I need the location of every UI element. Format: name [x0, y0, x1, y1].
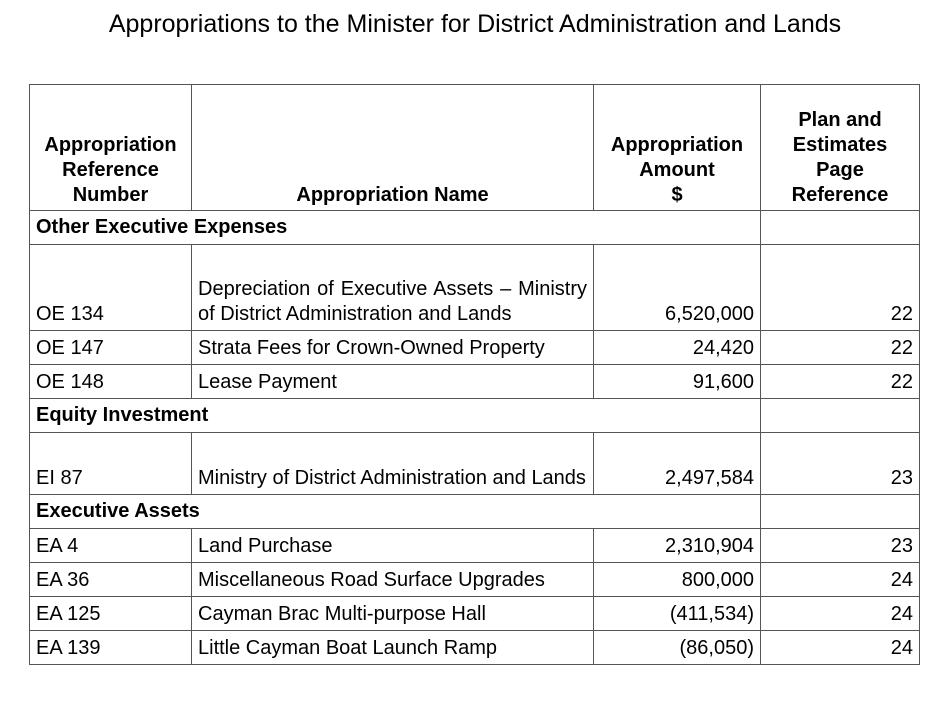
table-row [30, 331, 920, 365]
reference-cell: OE 148 [30, 365, 192, 399]
section-label: Equity Investment [30, 399, 594, 433]
reference-cell: OE 147 [30, 331, 192, 365]
page-title: Appropriations to the Minister for District Administration and Lands [108, 10, 842, 38]
reference-cell: EA 125 [30, 597, 192, 631]
table-header-row [30, 85, 920, 211]
amount-cell: (86,050) [594, 631, 761, 665]
name-cell: Lease Payment [192, 365, 594, 399]
table-row [30, 245, 920, 331]
section-empty-cell [761, 495, 920, 529]
amount-cell: 24,420 [594, 331, 761, 365]
page-reference-cell: 24 [761, 597, 920, 631]
name-cell: Ministry of District Administration and Lands [192, 433, 594, 495]
amount-cell: 2,310,904 [594, 529, 761, 563]
section-empty-cell [594, 399, 761, 433]
reference-cell: EA 36 [30, 563, 192, 597]
header-appropriation-name: Appropriation Name [192, 85, 594, 211]
section-empty-cell [761, 399, 920, 433]
page-reference-cell: 23 [761, 529, 920, 563]
name-cell: Land Purchase [192, 529, 594, 563]
reference-cell: OE 134 [30, 245, 192, 331]
page-reference-cell: 22 [761, 331, 920, 365]
name-cell: Little Cayman Boat Launch Ramp [192, 631, 594, 665]
reference-cell: EA 139 [30, 631, 192, 665]
amount-cell: 2,497,584 [594, 433, 761, 495]
section-label: Other Executive Expenses [30, 211, 594, 245]
appropriations-table [29, 84, 920, 665]
amount-cell: (411,534) [594, 597, 761, 631]
table-row [30, 529, 920, 563]
name-cell: Depreciation of Executive Assets – Ministry of District Administration and Lands [192, 245, 594, 331]
section-empty-cell [761, 211, 920, 245]
section-row-equity-investment [30, 399, 920, 433]
name-cell: Strata Fees for Crown-Owned Property [192, 331, 594, 365]
amount-cell: 800,000 [594, 563, 761, 597]
page-reference-cell: 24 [761, 563, 920, 597]
name-cell: Miscellaneous Road Surface Upgrades [192, 563, 594, 597]
table-row [30, 563, 920, 597]
reference-cell: EI 87 [30, 433, 192, 495]
page-reference-cell: 22 [761, 365, 920, 399]
table-row [30, 365, 920, 399]
section-row-other-executive-expenses [30, 211, 920, 245]
name-cell: Cayman Brac Multi-purpose Hall [192, 597, 594, 631]
page-reference-cell: 24 [761, 631, 920, 665]
amount-cell: 91,600 [594, 365, 761, 399]
page-reference-cell: 23 [761, 433, 920, 495]
page-reference-cell: 22 [761, 245, 920, 331]
table-row [30, 631, 920, 665]
section-empty-cell [594, 495, 761, 529]
section-label: Executive Assets [30, 495, 594, 529]
table-row [30, 433, 920, 495]
header-appropriation-amount: Appropriation Amount $ [594, 85, 761, 211]
section-row-executive-assets [30, 495, 920, 529]
reference-cell: EA 4 [30, 529, 192, 563]
table-row [30, 597, 920, 631]
section-empty-cell [594, 211, 761, 245]
amount-cell: 6,520,000 [594, 245, 761, 331]
header-page-reference: Plan and Estimates Page Reference [761, 85, 920, 211]
header-reference-number: Appropriation Reference Number [30, 85, 192, 211]
